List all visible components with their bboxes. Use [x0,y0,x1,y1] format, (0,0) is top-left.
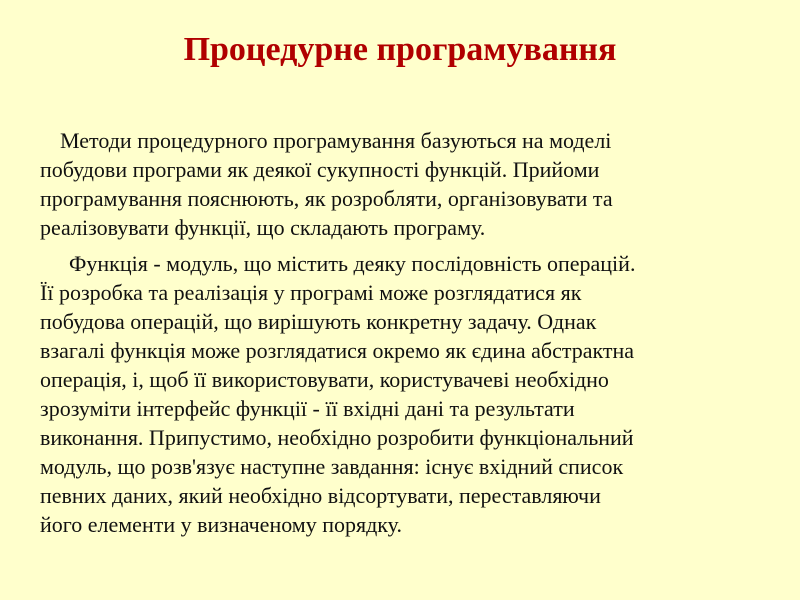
paragraph-line: реалізовувати функції, що складають програму. [40,215,486,240]
paragraph-line: виконання. Припустимо, необхідно розробити функціональний [40,425,634,450]
paragraph-line: його елементи у визначеному порядку. [40,512,402,537]
slide-title: Процедурне програмування [183,31,617,68]
paragraph-line: взагалі функція може розглядатися окремо як єдина абстрактна [40,338,635,363]
paragraph-line: зрозуміти інтерфейс функції - її вхідні дані та результати [40,396,575,421]
paragraph-line: Її розробка та реалізація у програмі може розглядатися як [40,280,582,305]
paragraph-line: побудова операцій, що вирішують конкретну задачу. Однак [40,309,597,334]
paragraph-function [40,249,770,539]
paragraph-line: операція, і, щоб її використовувати, користувачеві необхідно [40,367,609,392]
paragraph-line: модуль, що розв'язує наступне завдання: існує вхідний список [40,454,624,479]
paragraph-line: Методи процедурного програмування базуються на моделі [60,128,612,153]
paragraph-line: програмування пояснюють, як розробляти, організовувати та [40,186,613,211]
paragraph-methods [40,126,770,242]
paragraph-line: Функція - модуль, що містить деяку послідовність операцій. [69,251,636,276]
paragraph-line: певних даних, який необхідно відсортувати, переставляючи [40,483,601,508]
paragraph-line: побудови програми як деякої сукупності функцій. Прийоми [40,157,600,182]
